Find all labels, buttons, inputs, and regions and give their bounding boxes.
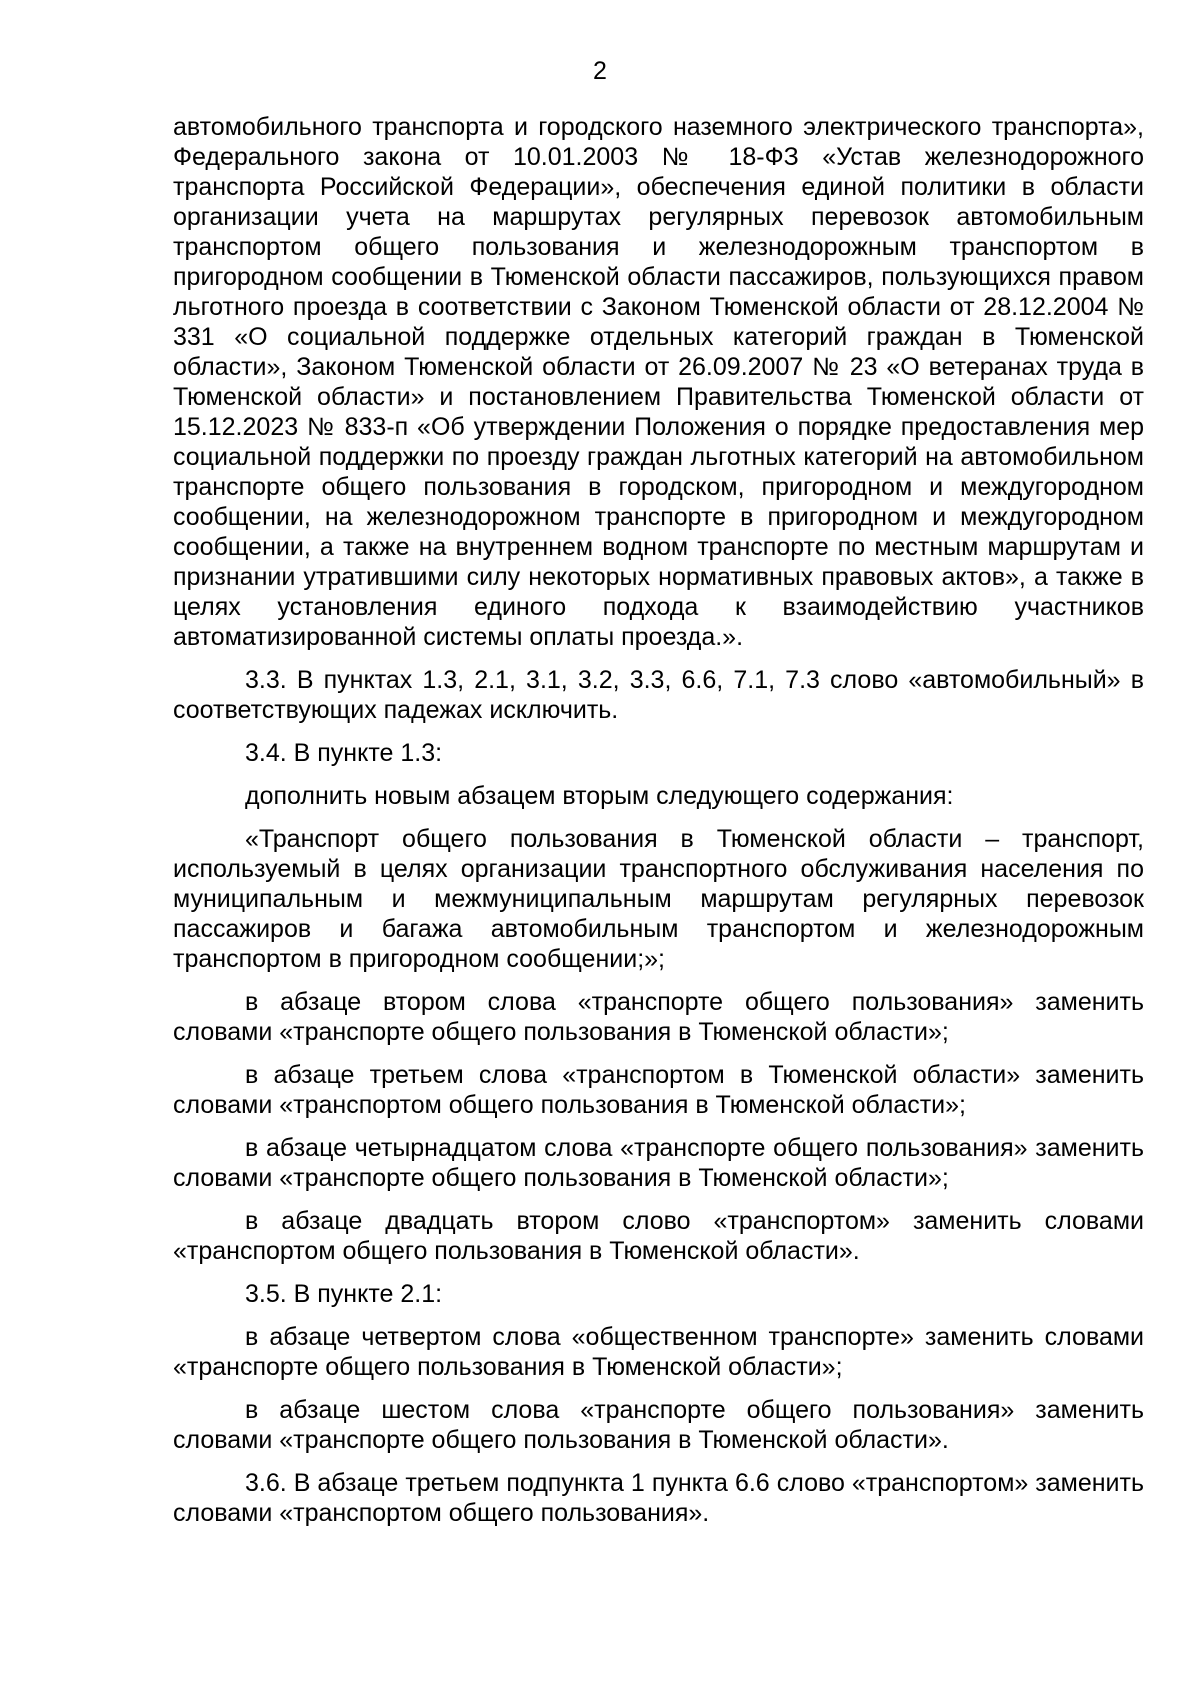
paragraph-3-5: 3.5. В пункте 2.1: bbox=[245, 1280, 443, 1308]
paragraph-3-6: 3.6. В абзаце третьем подпункта 1 пункта 6.6 слово «транспортом» заменить словами «транспортом общего пользования». bbox=[173, 1469, 1144, 1527]
paragraph-abzac-2: в абзаце втором слова «транспорте общего пользования» заменить словами «транспорте общего пользования в Тюменской области»; bbox=[173, 988, 1144, 1046]
paragraph-3-3: 3.3. В пунктах 1.3, 2.1, 3.1, 3.2, 3.3, 6.6, 7.1, 7.3 слово «автомобильный» в соответствующих падежах исключить. bbox=[173, 666, 1144, 724]
paragraph-abzac-4: в абзаце четвертом слова «общественном транспорте» заменить словами «транспорте общего пользования в Тюменской области»; bbox=[173, 1323, 1144, 1381]
paragraph-abzac-3: в абзаце третьем слова «транспортом в Тюменской области» заменить словами «транспортом общего пользования в Тюменской области»; bbox=[173, 1061, 1144, 1119]
paragraph-abzac-6: в абзаце шестом слова «транспорте общего пользования» заменить словами «транспорте общего пользования в Тюменской области». bbox=[173, 1396, 1144, 1454]
document-body bbox=[173, 112, 1144, 1528]
page-number: 2 bbox=[593, 57, 607, 85]
paragraph-add-new: дополнить новым абзацем вторым следующего содержания: bbox=[245, 782, 954, 810]
paragraph-definition: «Транспорт общего пользования в Тюменской области – транспорт, используемый в целях организации транспортного обслуживания населения по муниципальным и межмуниципальным маршрутам регулярных перевозок пассажиров и багажа автомобильным транспортом и железнодорожным транспортом в пригородном сообщении;»; bbox=[173, 825, 1144, 973]
paragraph-3-4: 3.4. В пункте 1.3: bbox=[245, 739, 443, 767]
paragraph-abzac-22: в абзаце двадцать втором слово «транспортом» заменить словами «транспортом общего пользования в Тюменской области». bbox=[173, 1207, 1144, 1265]
paragraph-abzac-14: в абзаце четырнадцатом слова «транспорте общего пользования» заменить словами «транспорте общего пользования в Тюменской области»; bbox=[173, 1134, 1144, 1192]
paragraph-continuation: автомобильного транспорта и городского наземного электрического транспорта», Федерального закона от 10.01.2003 № 18-ФЗ «Устав железнодорожного транспорта Российской Федерации», обеспечения единой политики в области организации учета на маршрутах регулярных перевозок автомобильным транспортом общего пользования и железнодорожным транспортом в пригородном сообщении в Тюменской области пассажиров, пользующихся правом льготного проезда в соответствии с Законом Тюменской области от 28.12.2004 № 331 «О социальной поддержке отдельных категорий граждан в Тюменской области», Законом Тюменской области от 26.09.2007 № 23 «О ветеранах труда в Тюменской области» и постановлением Правительства Тюменской области от 15.12.2023 № 833-п «Об утверждении Положения о порядке предоставления мер социальной поддержки по проезду граждан льготных категорий на автомобильном транспорте общего пользования в городском, пригородном и междугородном сообщении, на железнодорожном транспорте в пригородном и междугородном сообщении, а также на внутреннем водном транспорте по местным маршрутам и признании утратившими силу некоторых нормативных правовых актов», а также в целях установления единого подхода к взаимодействию участников автоматизированной системы оплаты проезда.». bbox=[173, 113, 1144, 651]
